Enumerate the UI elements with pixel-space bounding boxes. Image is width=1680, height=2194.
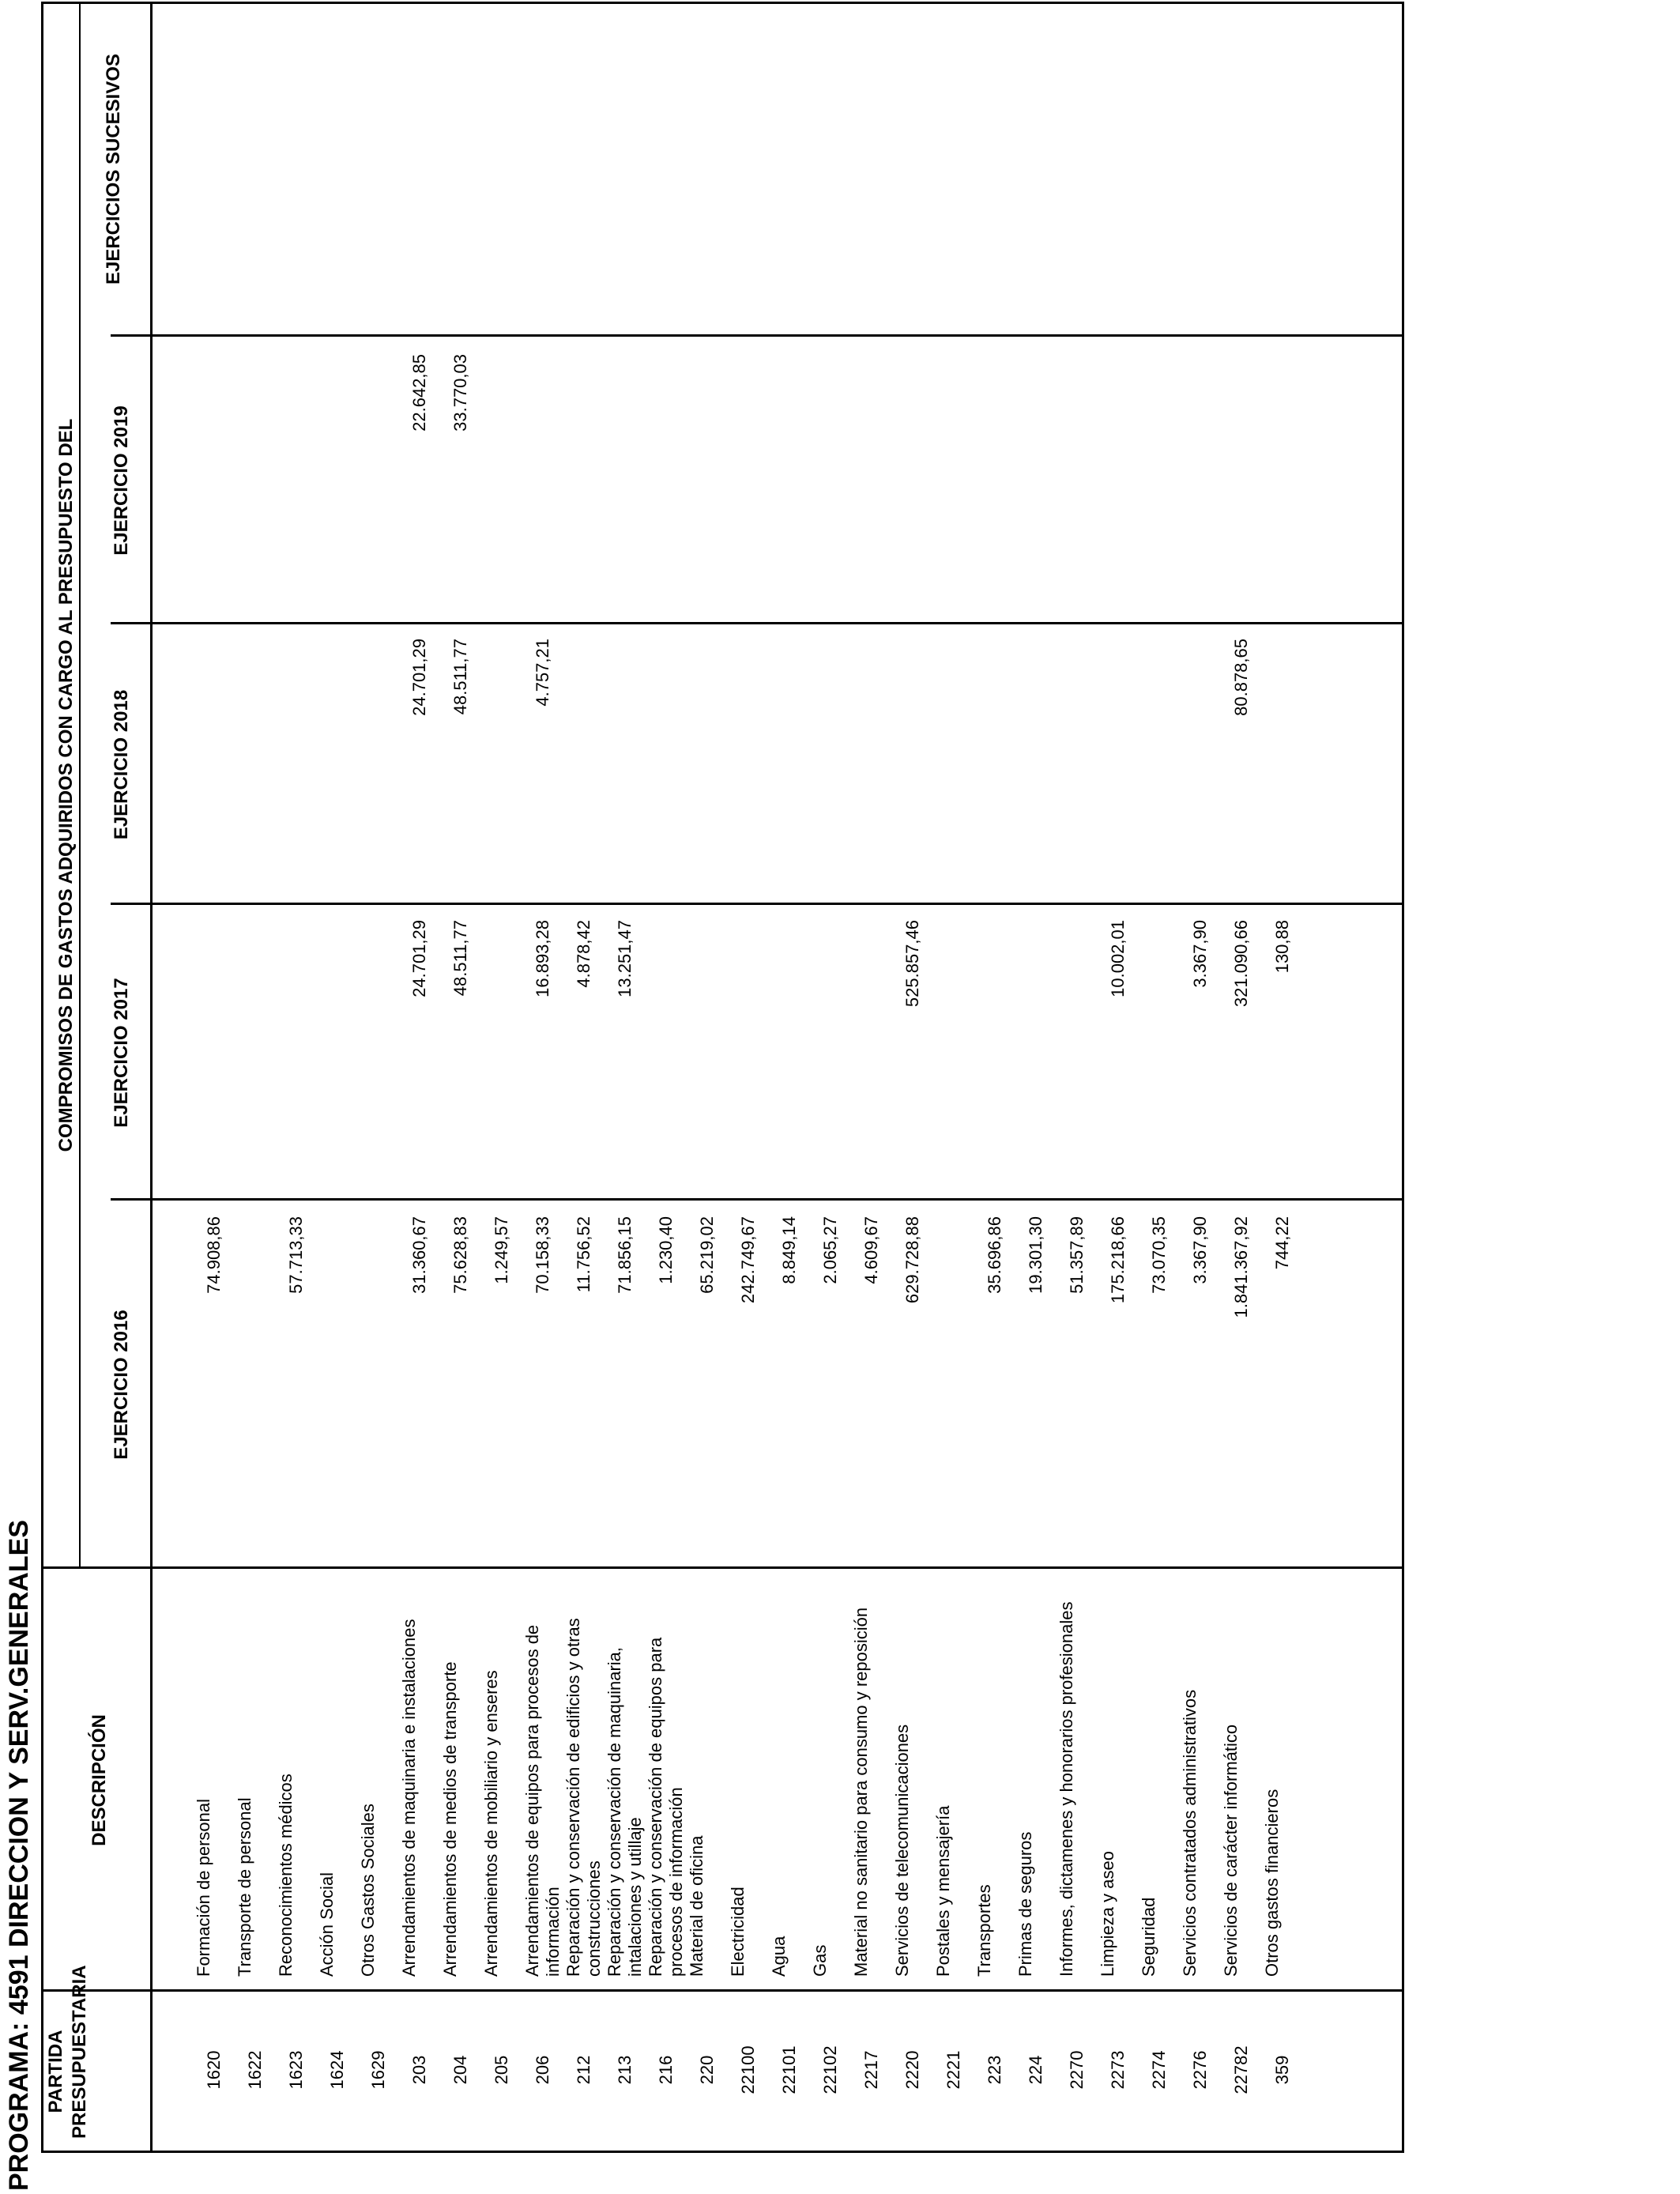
row-ejercicio-2018: 80.878,65 xyxy=(1231,639,1251,716)
row-descripcion: Transporte de personal xyxy=(235,1797,254,1977)
row-descripcion: Arrendamientos de medios de transporte xyxy=(440,1661,460,1977)
table-row xyxy=(563,0,605,2194)
row-partida: 216 xyxy=(656,2055,676,2085)
row-partida: 1629 xyxy=(368,2050,388,2090)
row-ejercicio-2017: 13.251,47 xyxy=(615,920,635,997)
table-row xyxy=(646,0,687,2194)
row-ejercicio-2016: 8.849,14 xyxy=(779,1216,799,1284)
row-partida: 223 xyxy=(985,2055,1004,2085)
table-row xyxy=(1221,0,1262,2194)
row-ejercicio-2019: 22.642,85 xyxy=(409,354,429,432)
table-row xyxy=(1139,0,1180,2194)
header-bottom-rule xyxy=(150,2,153,2153)
row-ejercicio-2016: 35.696,86 xyxy=(985,1216,1004,1294)
row-ejercicio-2016: 3.367,90 xyxy=(1190,1216,1210,1284)
row-ejercicio-2019: 33.770,03 xyxy=(450,354,470,432)
row-ejercicio-2016: 242.749,67 xyxy=(738,1216,758,1304)
row-ejercicio-2016: 19.301,30 xyxy=(1026,1216,1045,1294)
row-partida: 2221 xyxy=(944,2050,963,2090)
header-compromisos: COMPROMISOS DE GASTOS ADQUIRIDOS CON CARGO AL PRESUPUESTO DEL xyxy=(55,418,77,1152)
row-descripcion: Electricidad xyxy=(728,1887,748,1977)
table-row xyxy=(605,0,646,2194)
row-descripcion: Reparación y conservación de maquinaria, intalaciones y utillaje xyxy=(605,1646,645,1977)
row-ejercicio-2017: 525.857,46 xyxy=(902,920,922,1008)
row-ejercicio-2016: 70.158,33 xyxy=(533,1216,552,1294)
table-row xyxy=(235,0,276,2194)
row-partida: 204 xyxy=(450,2055,470,2085)
table-row xyxy=(810,0,851,2194)
row-partida: 213 xyxy=(615,2055,635,2085)
row-partida: 205 xyxy=(492,2055,511,2085)
row-partida: 22101 xyxy=(779,2045,799,2094)
row-ejercicio-2016: 65.219,02 xyxy=(697,1216,717,1294)
table-row xyxy=(1180,0,1221,2194)
row-partida: 22782 xyxy=(1231,2045,1251,2094)
table-row xyxy=(1098,0,1139,2194)
row-descripcion: Arrendamientos de mobiliario y enseres xyxy=(481,1670,501,1977)
row-partida: 1620 xyxy=(204,2050,224,2090)
row-descripcion: Arrendamientos de equipos para procesos de información xyxy=(522,1624,563,1977)
header-ejercicios-sucesivos: EJERCICIOS SUCESIVOS xyxy=(103,53,124,285)
row-partida: 206 xyxy=(533,2055,552,2085)
row-partida: 1624 xyxy=(327,2050,347,2090)
row-descripcion: Limpieza y aseo xyxy=(1098,1851,1117,1977)
row-ejercicio-2016: 1.841.367,92 xyxy=(1231,1216,1251,1318)
table-row xyxy=(687,0,728,2194)
table-row xyxy=(769,0,810,2194)
row-ejercicio-2017: 130,88 xyxy=(1272,920,1292,974)
row-ejercicio-2017: 321.090,66 xyxy=(1231,920,1251,1008)
row-ejercicio-2016: 175.218,66 xyxy=(1108,1216,1128,1304)
header-ejercicio-2018: EJERCICIO 2018 xyxy=(111,689,132,840)
row-ejercicio-2017: 48.511,77 xyxy=(450,920,470,997)
row-ejercicio-2018: 48.511,77 xyxy=(450,639,470,715)
row-partida: 2276 xyxy=(1190,2050,1210,2090)
table-row xyxy=(1057,0,1098,2194)
row-ejercicio-2016: 75.628,83 xyxy=(450,1216,470,1294)
table-row xyxy=(728,0,769,2194)
page-title: PROGRAMA: 4591 DIRECCION Y SERV.GENERALES xyxy=(4,1520,34,2191)
row-descripcion: Otros gastos financieros xyxy=(1262,1789,1282,1977)
row-partida: 2274 xyxy=(1149,2050,1169,2090)
table-row xyxy=(194,0,235,2194)
table-row xyxy=(851,0,892,2194)
row-descripcion: Servicios contratados administrativos xyxy=(1180,1689,1200,1977)
row-descripcion: Seguridad xyxy=(1139,1897,1158,1977)
table-row xyxy=(481,0,522,2194)
table-row xyxy=(358,0,399,2194)
table-row xyxy=(933,0,974,2194)
row-partida: 212 xyxy=(574,2055,593,2085)
table-row xyxy=(892,0,933,2194)
row-ejercicio-2016: 744,22 xyxy=(1272,1216,1292,1270)
header-ejercicio-2019: EJERCICIO 2019 xyxy=(111,405,132,556)
row-partida: 203 xyxy=(409,2055,429,2085)
row-ejercicio-2016: 629.728,88 xyxy=(902,1216,922,1304)
table-row xyxy=(1262,0,1303,2194)
row-ejercicio-2017: 24.701,29 xyxy=(409,920,429,997)
row-partida: 2217 xyxy=(861,2050,881,2090)
row-partida: 224 xyxy=(1026,2055,1045,2085)
row-descripcion: Material no sanitario para consumo y reposición xyxy=(851,1607,871,1977)
table-row xyxy=(399,0,440,2194)
row-ejercicio-2016: 1.249,57 xyxy=(492,1216,511,1284)
row-descripcion: Gas xyxy=(810,1944,830,1977)
row-ejercicio-2016: 71.856,15 xyxy=(615,1216,635,1294)
row-ejercicio-2017: 16.893,28 xyxy=(533,920,552,997)
row-descripcion: Material de oficina xyxy=(687,1835,706,1977)
row-descripcion: Acción Social xyxy=(317,1872,337,1977)
row-partida: 2270 xyxy=(1067,2050,1087,2090)
row-partida: 2273 xyxy=(1108,2050,1128,2090)
row-ejercicio-2016: 73.070,35 xyxy=(1149,1216,1169,1294)
row-descripcion: Postales y mensajería xyxy=(933,1805,953,1977)
table-row xyxy=(974,0,1015,2194)
row-ejercicio-2016: 2.065,27 xyxy=(820,1216,840,1284)
header-subrule xyxy=(79,2,81,1569)
row-ejercicio-2016: 57.713,33 xyxy=(286,1216,306,1294)
row-ejercicio-2017: 4.878,42 xyxy=(574,920,593,988)
row-descripcion: Reparación y conservación de equipos para procesos de información xyxy=(646,1637,686,1977)
table-row xyxy=(317,0,358,2194)
row-partida: 220 xyxy=(697,2055,717,2085)
row-ejercicio-2018: 24.701,29 xyxy=(409,639,429,716)
row-ejercicio-2016: 74.908,86 xyxy=(204,1216,224,1294)
row-ejercicio-2016: 11.756,52 xyxy=(574,1216,593,1293)
row-ejercicio-2016: 4.609,67 xyxy=(861,1216,881,1284)
row-descripcion: Servicios de carácter informático xyxy=(1221,1724,1241,1977)
row-descripcion: Transportes xyxy=(974,1884,994,1977)
row-partida: 359 xyxy=(1272,2055,1292,2085)
header-ejercicio-2016: EJERCICIO 2016 xyxy=(111,1310,132,1460)
header-descripcion: DESCRIPCIÓN xyxy=(89,1714,110,1846)
row-descripcion: Reparación y conservación de edificios y otras construcciones xyxy=(563,1618,604,1977)
row-ejercicio-2016: 31.360,67 xyxy=(409,1216,429,1294)
row-descripcion: Formación de personal xyxy=(194,1798,213,1977)
row-descripcion: Agua xyxy=(769,1936,789,1977)
row-ejercicio-2016: 1.230,40 xyxy=(656,1216,676,1284)
row-ejercicio-2017: 3.367,90 xyxy=(1190,920,1210,988)
row-partida: 1623 xyxy=(286,2050,306,2090)
row-ejercicio-2016: 51.357,89 xyxy=(1067,1216,1087,1294)
row-descripcion: Reconocimientos médicos xyxy=(276,1774,296,1977)
table-row xyxy=(522,0,563,2194)
header-ejercicio-2017: EJERCICIO 2017 xyxy=(111,978,132,1128)
row-descripcion: Servicios de telecomunicaciones xyxy=(892,1724,912,1977)
row-partida: 2220 xyxy=(902,2050,922,2090)
row-partida: 22100 xyxy=(738,2045,758,2094)
row-ejercicio-2017: 10.002,01 xyxy=(1108,920,1128,997)
table-row xyxy=(440,0,481,2194)
row-ejercicio-2018: 4.757,21 xyxy=(533,639,552,707)
row-descripcion: Primas de seguros xyxy=(1015,1831,1035,1977)
row-partida: 22102 xyxy=(820,2045,840,2094)
row-descripcion: Otros Gastos Sociales xyxy=(358,1804,378,1977)
row-partida: 1622 xyxy=(245,2050,265,2090)
row-descripcion: Arrendamientos de maquinaria e instalaciones xyxy=(399,1619,419,1977)
table-row xyxy=(276,0,317,2194)
table-row xyxy=(1015,0,1057,2194)
header-partida: PARTIDA PRESUPUESTARIA xyxy=(45,1965,90,2139)
row-descripcion: Informes, dictamenes y honorarios profesionales xyxy=(1057,1601,1076,1977)
